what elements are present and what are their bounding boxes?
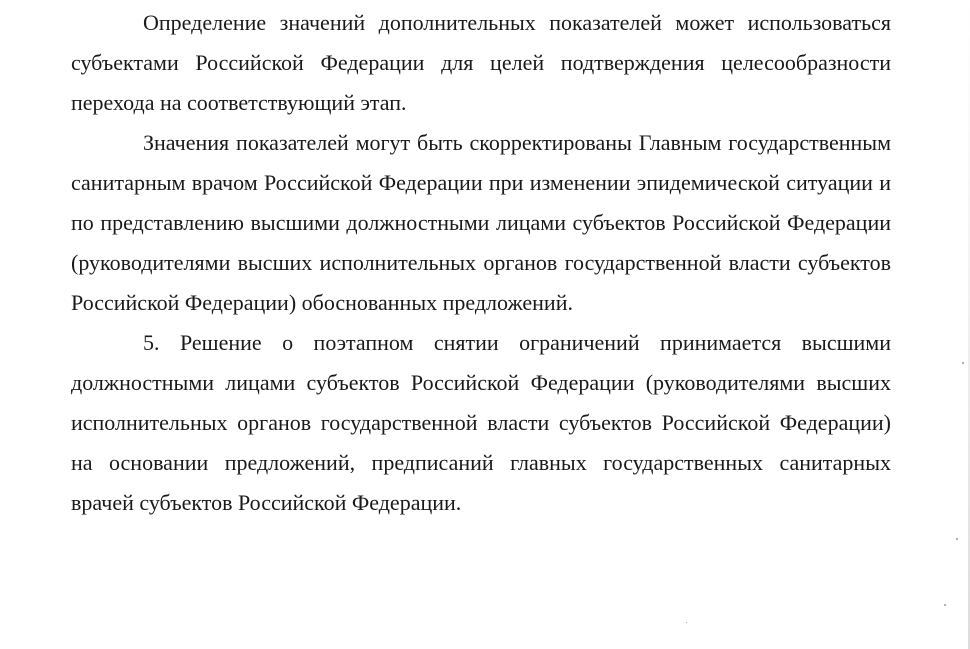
scan-speck <box>686 622 687 623</box>
scan-speck <box>956 538 958 540</box>
paragraph-additional-indicators: Определение значений дополнительных показателей может использоваться субъектами Российской Федерации для целей подтверждения целесообразности перехода на соответствующий этап. <box>71 10 891 115</box>
paragraph-indicator-adjustment: Значения показателей могут быть скорректированы Главным государственным санитарным врачом Российской Федерации при изменении эпидемической ситуации и по представлению высшими должностными лицами субъектов Российской Федерации (руководителями высших исполнительных органов государственной власти субъектов Российской Федерации) обоснованных предложений. <box>71 130 891 315</box>
document-body <box>71 3 891 523</box>
scan-speck <box>962 362 964 364</box>
paragraph-item-5-lifting-restrictions: 5. Решение о поэтапном снятии ограничений принимается высшими должностными лицами субъектов Российской Федерации (руководителями высших исполнительных органов государственной власти субъектов Российской Федерации) на основании предложений, предписаний главных государственных санитарных врачей субъектов Российской Федерации. <box>71 330 891 515</box>
scan-speck <box>944 604 946 606</box>
